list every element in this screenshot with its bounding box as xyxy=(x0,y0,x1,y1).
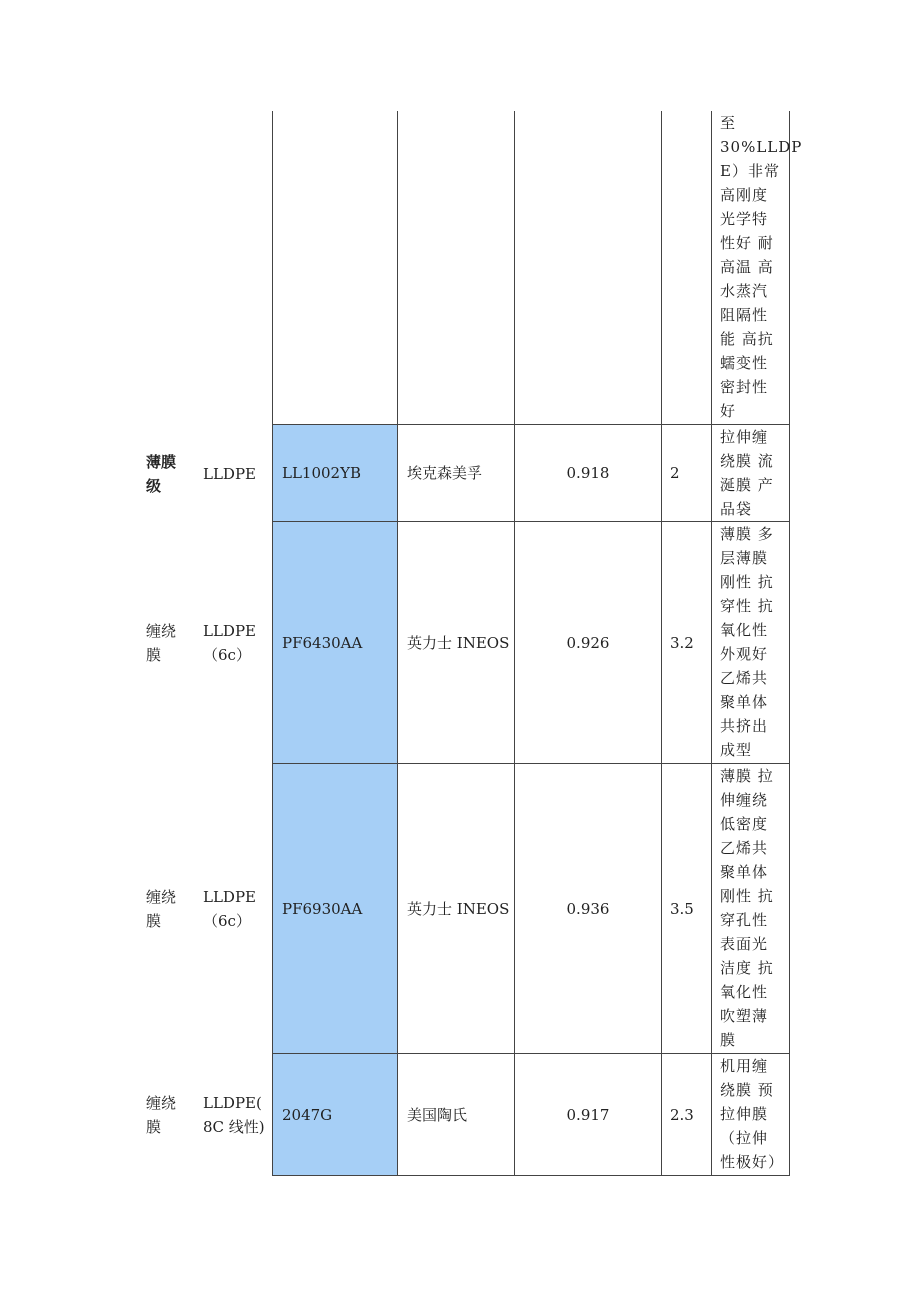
grade-cell xyxy=(272,764,398,1054)
density-text: 0.917 xyxy=(566,1105,610,1124)
mfr-text: 3.2 xyxy=(670,633,694,652)
mfr-text: 2 xyxy=(670,464,680,482)
type-text: LLDPE( 8C 线性) xyxy=(203,1094,265,1136)
table-row xyxy=(0,425,920,522)
grade-text: LL1002YB xyxy=(282,464,362,482)
category-text: 缠绕 膜 xyxy=(146,1094,177,1136)
type-cell xyxy=(203,1054,271,1176)
mfr-cell xyxy=(661,1054,712,1176)
category-cell xyxy=(146,522,198,764)
application-cell xyxy=(711,425,790,522)
application-text: 机用缠 绕膜 预 拉伸膜 （拉伸 性极好） xyxy=(720,1057,785,1171)
density-cell xyxy=(514,522,662,764)
mfr-cell xyxy=(661,425,712,522)
table-row xyxy=(0,764,920,1054)
mfr-cell xyxy=(661,764,712,1054)
mfr-cell xyxy=(661,522,712,764)
application-cell xyxy=(711,522,790,764)
category-cell xyxy=(146,425,198,522)
mfr-cell xyxy=(661,111,712,425)
grade-cell xyxy=(272,425,398,522)
type-cell xyxy=(203,425,271,522)
grade-text: PF6930AA xyxy=(282,899,363,918)
category-text: 缠绕 膜 xyxy=(146,888,177,930)
density-text: 0.926 xyxy=(566,633,610,652)
density-cell xyxy=(514,425,662,522)
grade-text: PF6430AA xyxy=(282,633,363,652)
manufacturer-text: 埃克森美孚 xyxy=(407,464,483,482)
manufacturer-text: 英力士 INEOS xyxy=(407,899,510,918)
type-cell xyxy=(203,522,271,764)
application-text: 拉伸缠 绕膜 流 涎膜 产 品袋 xyxy=(720,428,774,518)
mfr-text: 2.3 xyxy=(670,1105,694,1124)
mfr-text: 3.5 xyxy=(670,899,694,918)
density-cell xyxy=(514,764,662,1054)
density-cell xyxy=(514,1054,662,1176)
application-text: 薄膜 拉 伸缠绕 低密度 乙烯共 聚单体 刚性 抗 穿孔性 表面光 洁度 抗 氧化性 吹塑薄 膜 xyxy=(720,767,774,1049)
manufacturer-cell xyxy=(397,425,515,522)
manufacturer-cell xyxy=(397,522,515,764)
category-text: 薄膜 级 xyxy=(146,452,177,495)
grade-cell xyxy=(272,522,398,764)
application-cell xyxy=(711,764,790,1054)
grade-text: 2047G xyxy=(282,1105,333,1124)
application-text: 薄膜 多 层薄膜 刚性 抗 穿性 抗 氧化性 外观好 乙烯共 聚单体 共挤出 成型 xyxy=(720,525,774,759)
grade-cell xyxy=(272,1054,398,1176)
table-row xyxy=(0,111,920,425)
application-text: 至 30%LLDP E）非常 高刚度 光学特 性好 耐 高温 高 水蒸汽 阻隔性 能 高抗 蠕变性 密封性 好 xyxy=(720,114,803,420)
manufacturer-text: 美国陶氏 xyxy=(407,1105,468,1124)
grade-cell xyxy=(272,111,398,425)
density-cell xyxy=(514,111,662,425)
manufacturer-cell xyxy=(397,1054,515,1176)
table-row xyxy=(0,1054,920,1176)
density-text: 0.918 xyxy=(566,464,610,482)
application-cell xyxy=(711,111,803,425)
table-row xyxy=(0,522,920,764)
type-text: LLDPE xyxy=(203,464,256,483)
density-text: 0.936 xyxy=(566,899,610,918)
category-text: 缠绕 膜 xyxy=(146,622,177,664)
type-cell xyxy=(203,764,271,1054)
category-cell xyxy=(146,1054,198,1176)
manufacturer-cell xyxy=(397,111,515,425)
application-cell xyxy=(711,1054,790,1176)
type-text: LLDPE （6c） xyxy=(203,622,256,664)
category-cell xyxy=(146,764,198,1054)
manufacturer-cell xyxy=(397,764,515,1054)
type-text: LLDPE （6c） xyxy=(203,888,256,930)
manufacturer-text: 英力士 INEOS xyxy=(407,633,510,652)
